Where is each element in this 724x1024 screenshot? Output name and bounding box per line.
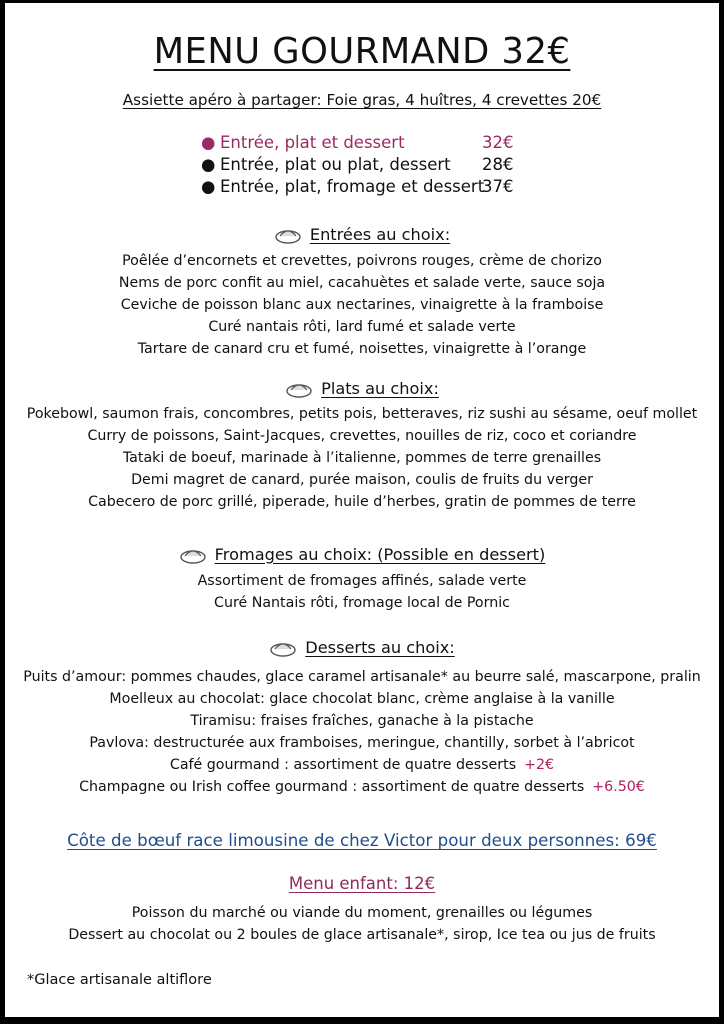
section-plats-header <box>5 377 719 399</box>
plats-list <box>5 403 719 513</box>
item-text: Champagne ou Irish coffee gourmand : assortiment de quatre desserts <box>79 779 585 795</box>
list-item <box>5 754 719 776</box>
fromages-list <box>5 570 719 614</box>
list-item: Tataki de boeuf, marinade à l’italienne, pommes de terre grenailles <box>122 450 602 466</box>
dish-icon <box>274 223 302 245</box>
list-item <box>5 776 719 798</box>
formula-price: 37€ <box>482 177 514 196</box>
formula-list <box>201 133 541 199</box>
list-item: Puits d’amour: pommes chaudes, glace caramel artisanale* au beurre salé, mascarpone, pralin <box>23 669 701 685</box>
list-item: Ceviche de poisson blanc aux nectarines, vinaigrette à la framboise <box>120 297 604 313</box>
entrees-list <box>5 250 719 360</box>
section-fromages-header <box>5 543 719 565</box>
list-item: Assortiment de fromages affinés, salade verte <box>197 573 527 589</box>
formula-item <box>201 155 541 177</box>
list-item: Curé nantais rôti, lard fumé et salade verte <box>208 319 516 335</box>
list-item: Pokebowl, saumon frais, concombres, petits pois, betteraves, riz sushi au sésame, oeuf mollet <box>26 406 698 422</box>
footnote: *Glace artisanale altiflore <box>27 972 212 988</box>
enfant-list <box>5 902 719 946</box>
dish-icon <box>179 543 207 565</box>
supplement-price: +6.50€ <box>592 779 645 795</box>
list-item: Demi magret de canard, purée maison, coulis de fruits du verger <box>131 472 593 488</box>
dish-icon <box>269 636 297 658</box>
list-item: Cabecero de porc grillé, piperade, huile d’herbes, gratin de pommes de terre <box>88 494 636 510</box>
section-title: Fromages au choix: (Possible en dessert) <box>214 544 546 564</box>
formula-item <box>201 133 541 155</box>
cote-de-boeuf-line: Côte de bœuf race limousine de chez Victor pour deux personnes: 69€ <box>67 831 657 850</box>
item-text: Café gourmand : assortiment de quatre desserts <box>169 757 517 773</box>
list-item: Tartare de canard cru et fumé, noisettes, vinaigrette à l’orange <box>137 341 587 357</box>
bullet-icon: ● <box>201 155 216 174</box>
formula-price: 32€ <box>482 133 514 152</box>
desserts-list <box>5 666 719 798</box>
apero-line: Assiette apéro à partager: Foie gras, 4 huîtres, 4 crevettes 20€ <box>122 91 602 109</box>
formula-label: Entrée, plat ou plat, dessert <box>220 155 451 174</box>
bullet-icon: ● <box>201 177 216 196</box>
formula-label: Entrée, plat, fromage et dessert <box>220 177 485 196</box>
bullet-icon: ● <box>201 133 216 152</box>
list-item: Dessert au chocolat ou 2 boules de glace artisanale*, sirop, Ice tea ou jus de fruits <box>68 927 656 943</box>
list-item: Poêlée d’encornets et crevettes, poivrons rouges, crème de chorizo <box>122 253 602 269</box>
list-item: Tiramisu: fraises fraîches, ganache à la pistache <box>190 713 534 729</box>
list-item: Curé Nantais rôti, fromage local de Pornic <box>214 595 510 611</box>
section-desserts-header <box>5 636 719 658</box>
menu-enfant-title: Menu enfant: 12€ <box>288 874 436 893</box>
section-title: Plats au choix: <box>321 378 439 398</box>
dish-icon <box>285 377 313 399</box>
menu-title: MENU GOURMAND 32€ <box>153 31 571 72</box>
formula-price: 28€ <box>482 155 514 174</box>
list-item: Curry de poissons, Saint-Jacques, crevettes, nouilles de riz, coco et coriandre <box>87 428 637 444</box>
supplement-price: +2€ <box>524 757 555 773</box>
section-title: Desserts au choix: <box>305 637 455 657</box>
formula-item <box>201 177 541 199</box>
formula-label: Entrée, plat et dessert <box>220 133 405 152</box>
list-item: Nems de porc confit au miel, cacahuètes et salade verte, sauce soja <box>118 275 606 291</box>
section-entrees-header <box>5 223 719 245</box>
menu-page <box>5 3 719 1017</box>
list-item: Poisson du marché ou viande du moment, grenailles ou légumes <box>131 905 593 921</box>
list-item: Pavlova: destructurée aux framboises, meringue, chantilly, sorbet à l’abricot <box>89 735 635 751</box>
list-item: Moelleux au chocolat: glace chocolat blanc, crème anglaise à la vanille <box>109 691 615 707</box>
section-title: Entrées au choix: <box>309 224 451 244</box>
